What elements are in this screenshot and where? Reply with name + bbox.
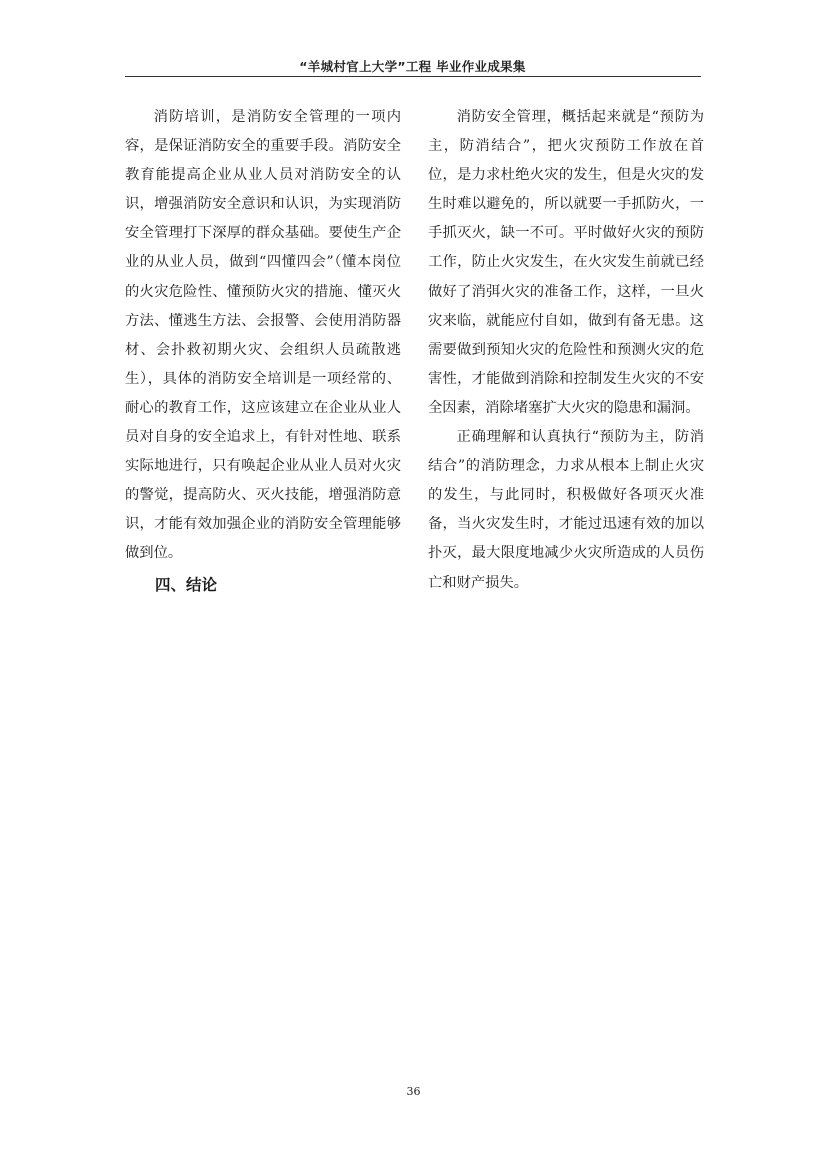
page-number: 36 [406,1085,421,1098]
header-divider [125,76,701,77]
left-column [125,103,401,600]
body-paragraph: 消防培训，是消防安全管理的一项内容，是保证消防安全的重要手段。消防安全教育能提高企业从业人员对消防安全的认识，增强消防安全意识和认识，为实现消防安全管理打下深厚的群众基础。要使生产企业的从业人员，做到“四懂四会”（懂本岗位的火灾危险性、懂预防火灾的措施、懂灭火方法、懂逃生方法、会报警、会使用消防器材、会扑救初期火灾、会组织人员疏散逃生），具体的消防安全培训是一项经常的、耐心的教育工作，这应该建立在企业从业人员对自身的安全追求上，有针对性地、联系实际地进行，只有唤起企业从业人员对火灾的警觉，提高防火、灭火技能，增强消防意识，才能有效加强企业的消防安全管理能够做到位。 [125,109,401,562]
section-heading: 四、结论 [155,575,218,594]
right-column [428,103,704,598]
body-paragraph: 消防安全管理，概括起来就是“预防为主，防消结合”，把火灾预防工作放在首位，是力求杜绝火灾的发生，但是火灾的发生时难以避免的，所以就要一手抓防火，一手抓灭火，缺一不可。平时做好火灾的预防工作，防止火灾发生，在火灾发生前就已经做好了消弭火灾的准备工作，这样，一旦火灾来临，就能应付自如，做到有备无患。这需要做到预知火灾的危险性和预测火灾的危害性，才能做到消除和控制发生火灾的不安全因素，消除堵塞扩大火灾的隐患和漏洞。 [428,109,704,416]
running-header: “羊城村官上大学”工程 毕业作业成果集 [299,59,526,74]
body-paragraph: 正确理解和认真执行“预防为主，防消结合”的消防理念，力求从根本上制止火灾的发生，与此同时，积极做好各项灭火准备，当火灾发生时，才能过迅速有效的加以扑灭，最大限度地减少火灾所造成的人员伤亡和财产损失。 [428,429,704,591]
